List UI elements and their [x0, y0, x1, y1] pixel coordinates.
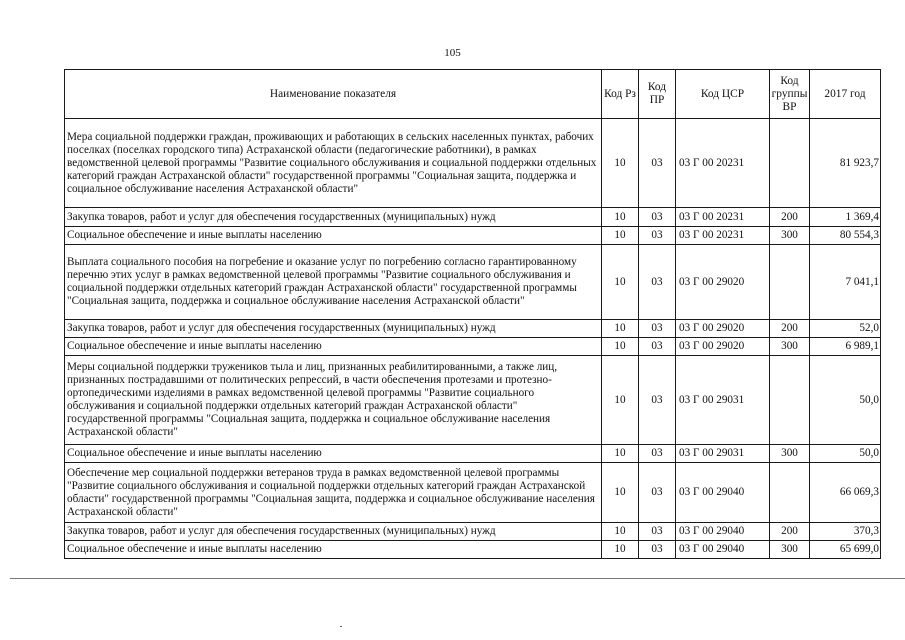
- row-name: Меры социальной поддержки тружеников тыла и лиц, признанных реабилитированными, а также лиц, признанных пострадавшими от политических репрессий, в части обеспечения протезами и протезно-ортопедическими изделиями в рамках ведомственной целевой программы "Развитие социального обслуживания и социальной поддержки отдельных категорий граждан Астраханской области" государственной программы "Социальная защита, поддержка и социальное обслуживание населения Астраханской области": [65, 356, 602, 445]
- table-row: [65, 541, 881, 559]
- row-pr: 03: [639, 119, 676, 208]
- row-value: 7 041,1: [810, 245, 881, 320]
- scan-artifact: [340, 626, 342, 627]
- row-pr: 03: [639, 523, 676, 541]
- table-header-row: [65, 70, 881, 119]
- table-row: [65, 320, 881, 338]
- row-rz: 10: [602, 227, 639, 245]
- row-csr: 03 Г 00 29031: [676, 356, 770, 445]
- row-csr: 03 Г 00 20231: [676, 119, 770, 208]
- table-row: [65, 245, 881, 320]
- row-name: Социальное обеспечение и иные выплаты населению: [65, 541, 602, 559]
- row-pr: 03: [639, 245, 676, 320]
- row-pr: 03: [639, 445, 676, 463]
- row-vr: [770, 119, 810, 208]
- row-csr: 03 Г 00 20231: [676, 227, 770, 245]
- row-pr: 03: [639, 541, 676, 559]
- row-vr: [770, 245, 810, 320]
- row-csr: 03 Г 00 20231: [676, 208, 770, 227]
- table-row: [65, 463, 881, 523]
- row-rz: 10: [602, 356, 639, 445]
- table-row: [65, 523, 881, 541]
- row-vr: 300: [770, 445, 810, 463]
- header-name: Наименование показателя: [65, 70, 602, 119]
- header-csr: Код ЦСР: [676, 70, 770, 119]
- row-vr: [770, 463, 810, 523]
- row-pr: 03: [639, 227, 676, 245]
- row-rz: 10: [602, 208, 639, 227]
- row-pr: 03: [639, 320, 676, 338]
- table-row: [65, 119, 881, 208]
- table-row: [65, 445, 881, 463]
- row-csr: 03 Г 00 29040: [676, 463, 770, 523]
- row-name: Социальное обеспечение и иные выплаты населению: [65, 445, 602, 463]
- row-value: 52,0: [810, 320, 881, 338]
- header-year: 2017 год: [810, 70, 881, 119]
- row-rz: 10: [602, 541, 639, 559]
- table-row: [65, 338, 881, 356]
- row-name: Мера социальной поддержки граждан, проживающих и работающих в сельских населенных пунктах, рабочих поселках (поселках городского типа) Астраханской области (педагогические работники), в рамках ведомственной целевой программы "Развитие социального обслуживания и социальной поддержки отдельных категорий граждан Астраханской области" государственной программы "Социальная защита, поддержка и социальное обслуживание населения Астраханской области": [65, 119, 602, 208]
- header-vr: Код группы ВР: [770, 70, 810, 119]
- row-name: Закупка товаров, работ и услуг для обеспечения государственных (муниципальных) нужд: [65, 523, 602, 541]
- header-pr: Код ПР: [639, 70, 676, 119]
- row-csr: 03 Г 00 29040: [676, 541, 770, 559]
- row-value: 81 923,7: [810, 119, 881, 208]
- row-rz: 10: [602, 338, 639, 356]
- row-name: Социальное обеспечение и иные выплаты населению: [65, 338, 602, 356]
- row-rz: 10: [602, 119, 639, 208]
- row-rz: 10: [602, 463, 639, 523]
- row-vr: 300: [770, 541, 810, 559]
- row-name: Закупка товаров, работ и услуг для обеспечения государственных (муниципальных) нужд: [65, 208, 602, 227]
- row-name: Обеспечение мер социальной поддержки ветеранов труда в рамках ведомственной целевой программы "Развитие социального обслуживания и социальной поддержки отдельных категорий граждан Астраханской области" государственной программы "Социальная защита, поддержка и социальное обслуживание населения Астраханской области": [65, 463, 602, 523]
- row-rz: 10: [602, 320, 639, 338]
- row-vr: 300: [770, 227, 810, 245]
- page-number: 105: [444, 47, 461, 59]
- row-vr: 300: [770, 338, 810, 356]
- row-vr: 200: [770, 208, 810, 227]
- row-name: Социальное обеспечение и иные выплаты населению: [65, 227, 602, 245]
- row-value: 80 554,3: [810, 227, 881, 245]
- row-value: 6 989,1: [810, 338, 881, 356]
- row-value: 50,0: [810, 445, 881, 463]
- row-value: 1 369,4: [810, 208, 881, 227]
- row-name: Выплата социального пособия на погребение и оказание услуг по погребению согласно гарантированному перечню этих услуг в рамках ведомственной целевой программы "Развитие социального обслуживания и социальной поддержки отдельных категорий граждан Астраханской области" государственной программы "Социальная защита, поддержка и социальное обслуживание населения Астраханской области": [65, 245, 602, 320]
- row-value: 65 699,0: [810, 541, 881, 559]
- header-rz: Код Рз: [602, 70, 639, 119]
- row-name: Закупка товаров, работ и услуг для обеспечения государственных (муниципальных) нужд: [65, 320, 602, 338]
- row-csr: 03 Г 00 29040: [676, 523, 770, 541]
- row-value: 370,3: [810, 523, 881, 541]
- row-csr: 03 Г 00 29020: [676, 338, 770, 356]
- row-rz: 10: [602, 523, 639, 541]
- row-csr: 03 Г 00 29020: [676, 320, 770, 338]
- table-row: [65, 227, 881, 245]
- table-row: [65, 356, 881, 445]
- row-pr: 03: [639, 338, 676, 356]
- row-vr: 200: [770, 320, 810, 338]
- budget-table: [64, 69, 881, 559]
- row-rz: 10: [602, 445, 639, 463]
- row-value: 50,0: [810, 356, 881, 445]
- row-vr: [770, 356, 810, 445]
- row-value: 66 069,3: [810, 463, 881, 523]
- row-rz: 10: [602, 245, 639, 320]
- row-pr: 03: [639, 208, 676, 227]
- row-csr: 03 Г 00 29031: [676, 445, 770, 463]
- row-pr: 03: [639, 463, 676, 523]
- row-csr: 03 Г 00 29020: [676, 245, 770, 320]
- table-row: [65, 208, 881, 227]
- page-bottom-divider: [10, 578, 905, 579]
- row-vr: 200: [770, 523, 810, 541]
- row-pr: 03: [639, 356, 676, 445]
